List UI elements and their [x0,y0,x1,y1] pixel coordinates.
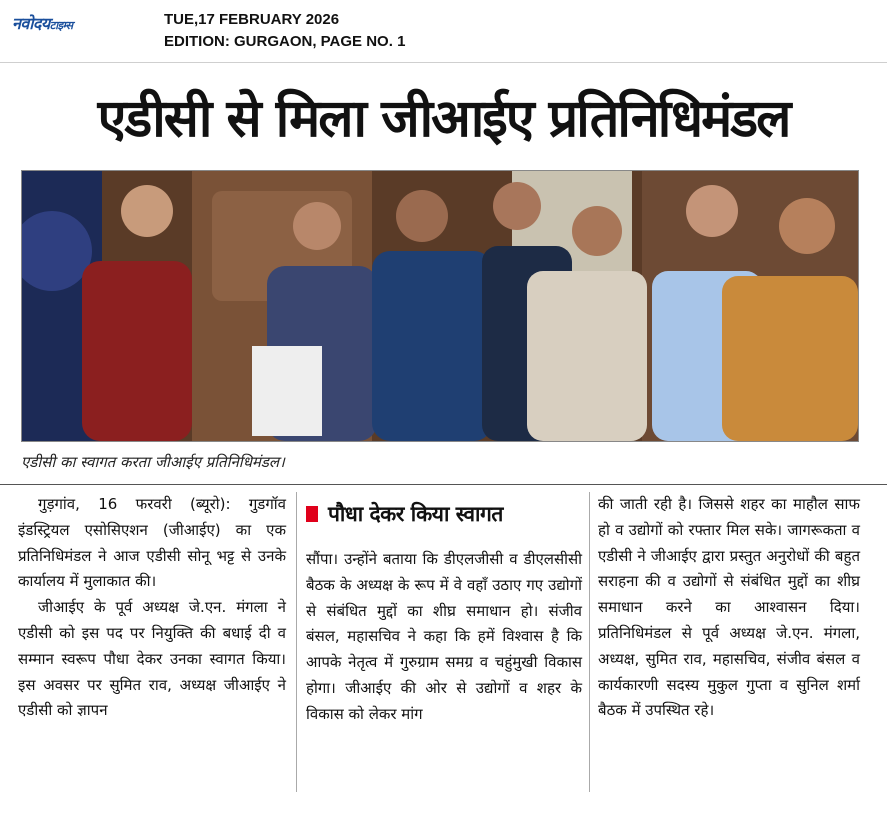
next-headline-cut [0,806,887,834]
paragraph: की जाती रही है। जिससे शहर का माहौल साफ हो व उद्योगों को रफ्तार मिल सके। जागरूकता व एडीसी ने जीआईए द्वारा प्रस्तुत अनुरोधों की बहुत सराहना की व उद्योगों से संबंधित मुद्दों का शीघ्र समाधान करने का आश्वासन दिया। प्रतिनिधिमंडल से पूर्व अध्यक्ष जे.एन. मंगला, अध्यक्ष, सुमित राव, महासचिव, संजीव बंसल व कार्यकारणी सदस्य मुकुल गुप्ता व सुनिल शर्मा बैठक में उपस्थित रहे। [598,495,860,720]
paragraph: गुड़गांव, 16 फरवरी (ब्यूरो): गुडगॉव इंडस्ट्रियल एसोसिएशन (जीआईए) का एक प्रतिनिधिमंडल ने आज एडीसी सोनू भट्ट से उनके कार्यालय में मुलाकात की। [18,495,286,591]
article-photo [21,170,859,442]
article-headline: एडीसी से मिला जीआईए प्रतिनिधिमंडल [97,89,790,149]
red-bullet-icon [306,506,318,522]
paragraph: सौंपा। उन्होंने बताया कि डीएलजीसी व डीएलसीसी बैठक के अध्यक्ष के रूप में वे वहाँ उठाए गए उद्योगों से संबंधित मुद्दों का शीघ्र समाधान हो। संजीव बंसल, महासचिव ने कहा कि हमें विश्वास है कि आपके नेतृत्व में गुरुग्राम समग्र व चहुंमुखी विकास होगा। जीआईए की ओर से उद्योगों व शहर के विकास को लेकर मांग [306,550,582,723]
edition-info [164,9,405,53]
logo-sub: टाइम्स [49,19,73,32]
divider [0,484,887,485]
subheading-text: पौधा देकर किया स्वागत [328,502,503,526]
column-divider [589,492,590,792]
article-column-1 [18,492,286,724]
group-photo-illustration [22,171,858,441]
article-subheading [306,500,586,528]
photo-caption: एडीसी का स्वागत करता जीआईए प्रतिनिधिमंडल। [21,453,285,471]
article-column-2 [306,547,582,728]
issue-date: TUE,17 FEBRUARY 2026 [164,11,340,28]
paragraph: जीआईए के पूर्व अध्यक्ष जे.एन. मंगला ने एडीसी को इस पद पर नियुक्ति की बधाई दी व सम्मान स्वरूप पौधा देकर उनका स्वागत किया। इस अवसर पर सुमित राव, अध्यक्ष जीआईए ने एडीसी को ज्ञापन [18,598,286,720]
column-divider [296,492,297,792]
article-column-3 [598,492,860,724]
logo-main: नवोदय [12,14,50,33]
edition-line: EDITION: GURGAON, PAGE NO. 1 [164,33,406,50]
newspaper-logo [12,12,73,34]
masthead [0,0,887,63]
